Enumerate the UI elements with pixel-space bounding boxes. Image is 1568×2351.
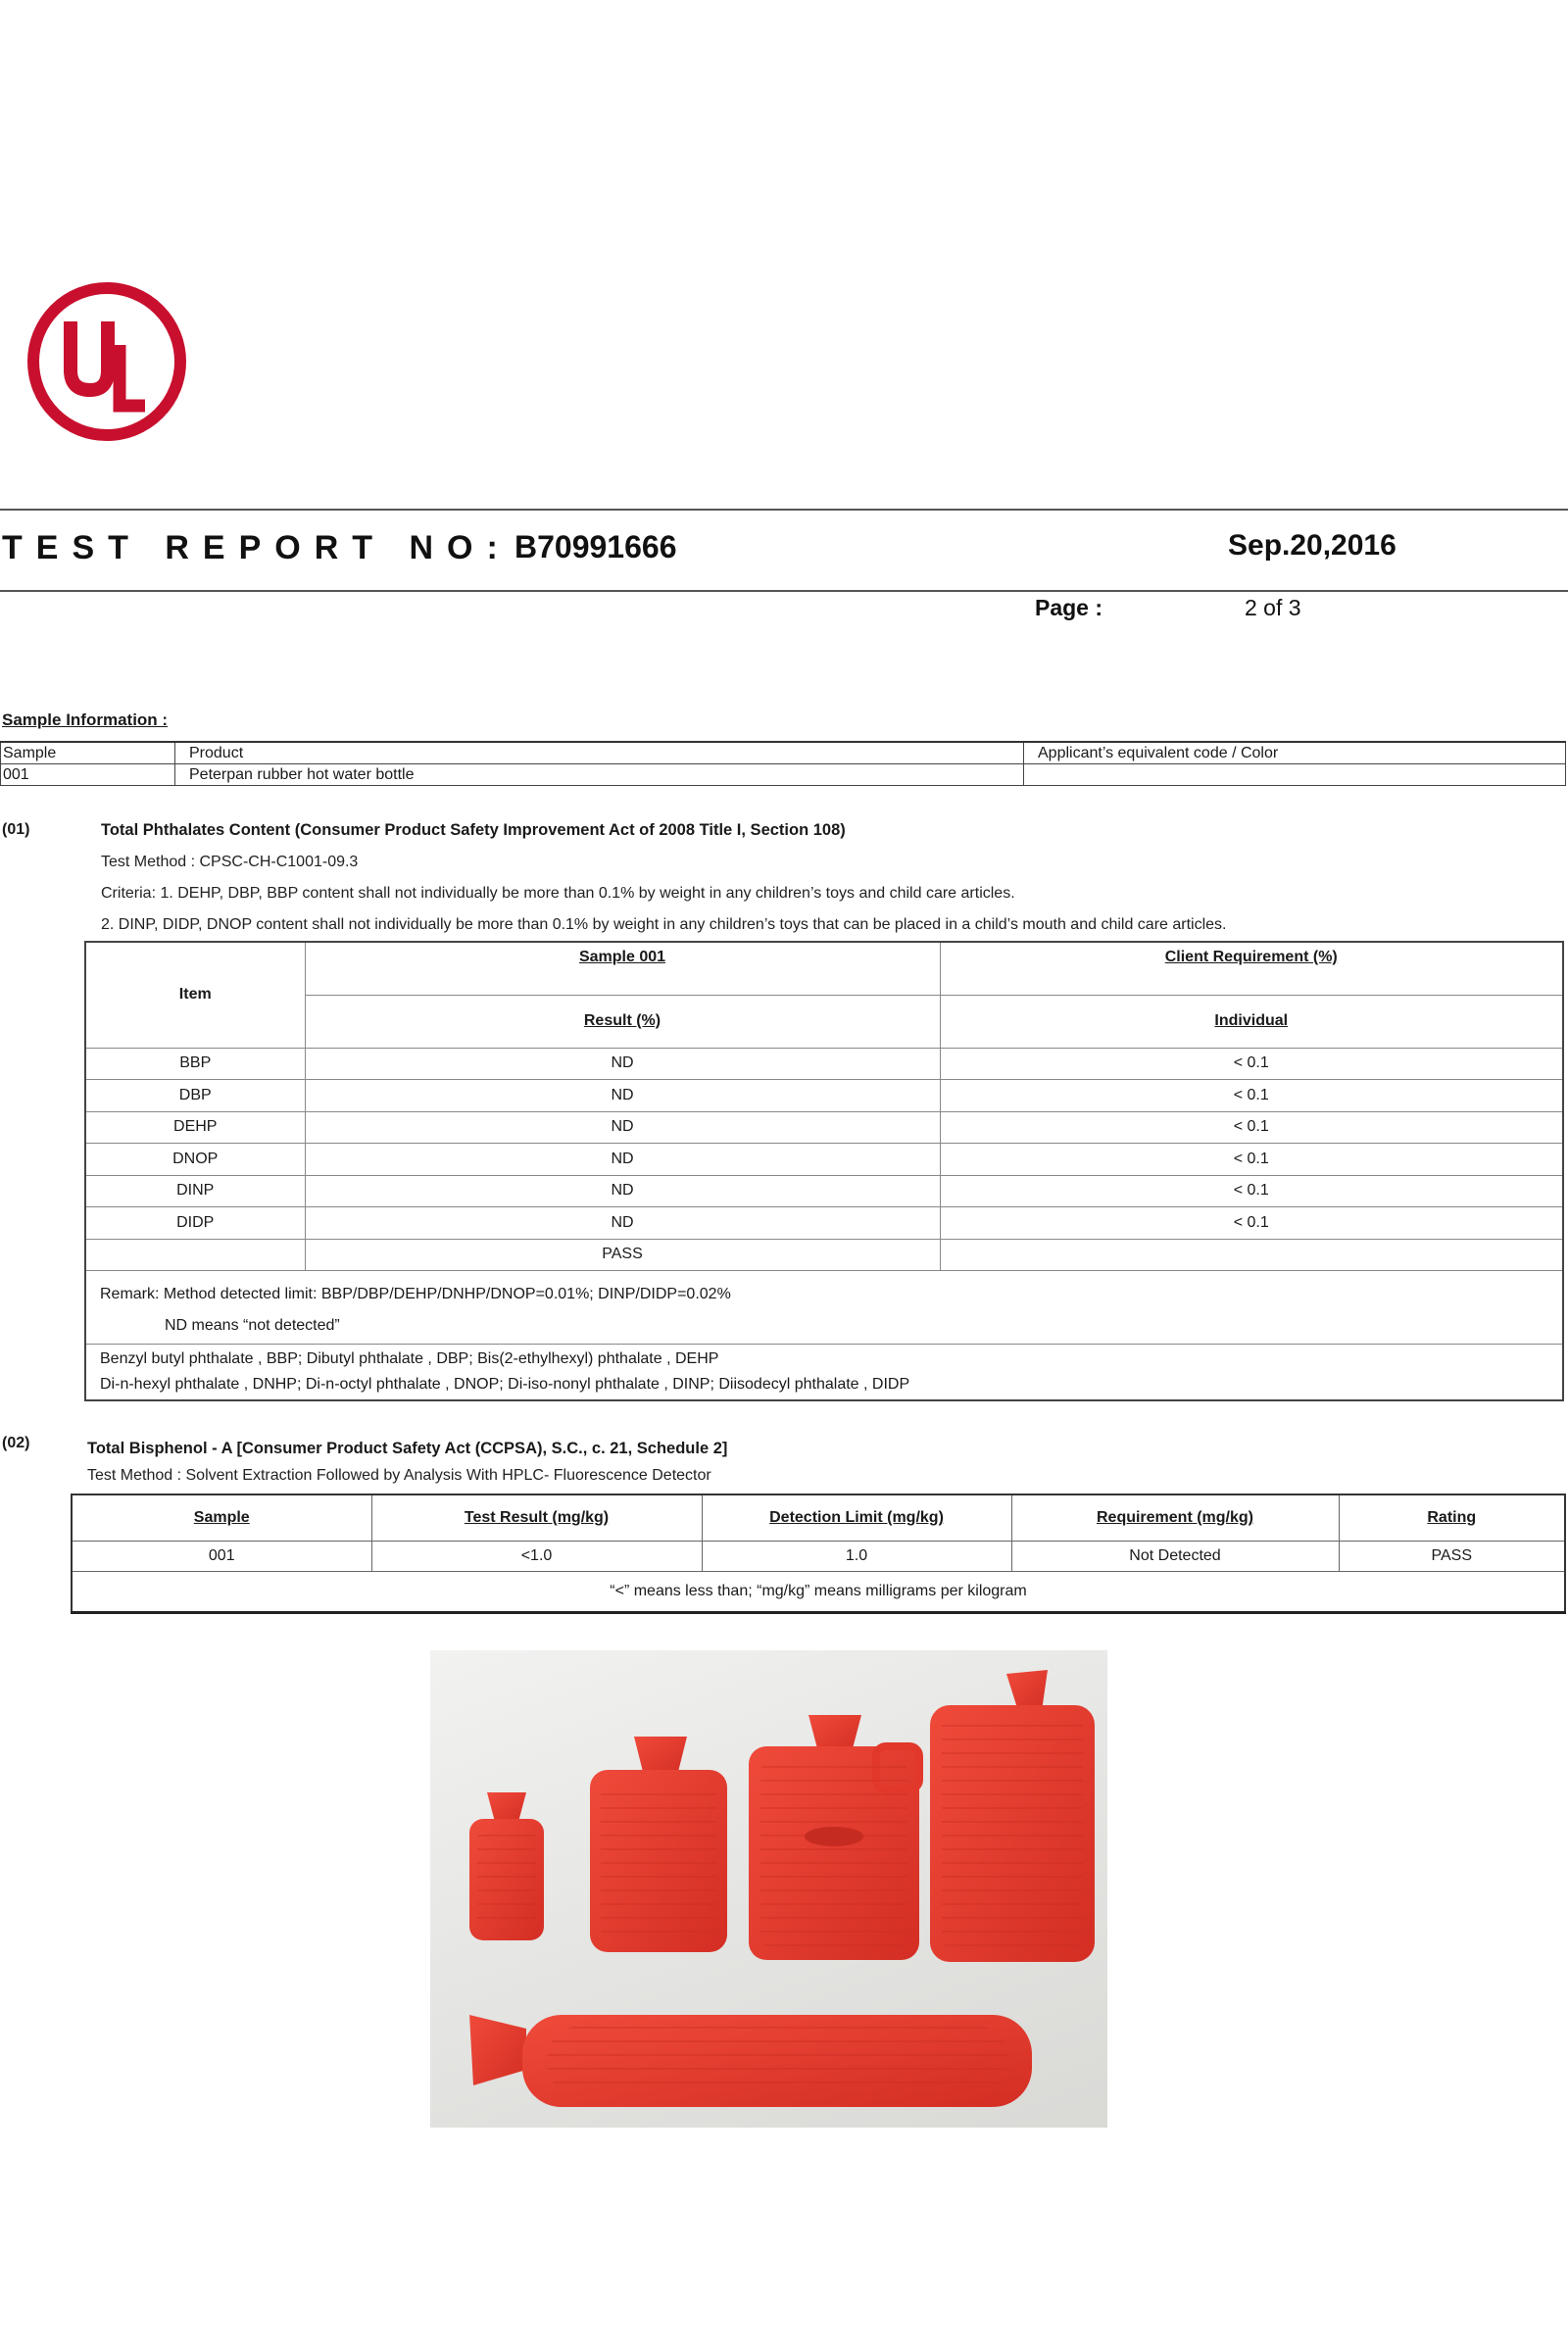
- result-cell: ND: [305, 1111, 940, 1144]
- legend-row: [85, 1345, 1563, 1401]
- bpa-note-cell: “<” means less than; “mg/kg” means milligrams per kilogram: [72, 1572, 1565, 1613]
- verdict-blank-cell: [940, 1239, 1563, 1271]
- bottle-long-icon: [469, 2015, 1032, 2107]
- item-cell: BBP: [85, 1048, 305, 1080]
- ul-logo-icon: [25, 280, 188, 443]
- sample-info-table: [0, 741, 1566, 786]
- remark-line-1: Remark: Method detected limit: BBP/DBP/DEHP/DNHP/DNOP=0.01%; DINP/DIDP=0.02%: [100, 1286, 731, 1302]
- header-bottom-rule: [0, 590, 1568, 592]
- section2-method: Test Method : Solvent Extraction Followed by Analysis With HPLC- Fluorescence Detector: [87, 1467, 711, 1484]
- bpa-limit-header: Detection Limit (mg/kg): [702, 1494, 1011, 1542]
- bpa-rating-cell: PASS: [1339, 1542, 1565, 1572]
- sample-info-row: [1, 764, 1566, 786]
- legend-line-1: Benzyl butyl phthalate , BBP; Dibutyl phthalate , DBP; Bis(2-ethylhexyl) phthalate , DEHP: [100, 1350, 719, 1367]
- bpa-sample-cell: 001: [72, 1542, 371, 1572]
- bpa-sample-header: Sample: [72, 1494, 371, 1542]
- hot-water-bottles-drawing: [430, 1650, 1107, 2128]
- result-header: Result (%): [305, 995, 940, 1048]
- item-col-header: Item: [85, 942, 305, 1048]
- result-cell: ND: [305, 1144, 940, 1176]
- item-cell: DIDP: [85, 1207, 305, 1240]
- item-cell: DINP: [85, 1175, 305, 1207]
- table-row: [85, 1048, 1563, 1080]
- page-label: Page :: [1035, 595, 1103, 620]
- bottle-handle-icon: [749, 1715, 919, 1960]
- remark-row: [85, 1271, 1563, 1345]
- bpa-rating-header: Rating: [1339, 1494, 1565, 1542]
- requirement-cell: < 0.1: [940, 1080, 1563, 1112]
- requirement-cell: < 0.1: [940, 1048, 1563, 1080]
- bisphenol-header-row: [72, 1494, 1565, 1542]
- code-cell: [1024, 764, 1566, 786]
- table-row: [85, 1144, 1563, 1176]
- bisphenol-note-row: [72, 1572, 1565, 1613]
- page-number: 2 of 3: [1245, 595, 1301, 620]
- individual-header: Individual: [940, 995, 1563, 1048]
- verdict-cell: PASS: [305, 1239, 940, 1271]
- result-cell: ND: [305, 1080, 940, 1112]
- bottle-small-icon: [469, 1792, 544, 1940]
- bottle-medium-icon: [590, 1737, 727, 1952]
- item-cell: DNOP: [85, 1144, 305, 1176]
- requirement-cell: < 0.1: [940, 1111, 1563, 1144]
- code-col-header: Applicant’s equivalent code / Color: [1024, 742, 1566, 764]
- remark-line-2: ND means “not detected”: [165, 1317, 340, 1334]
- bottle-large-icon: [930, 1670, 1095, 1962]
- sample-001-header: Sample 001: [305, 942, 940, 995]
- legend-line-2: Di-n-hexyl phthalate , DNHP; Di-n-octyl phthalate , DNOP; Di-iso-nonyl phthalate , DINP; Diisodecyl phthalate , DIDP: [100, 1376, 910, 1393]
- bpa-requirement-cell: Not Detected: [1011, 1542, 1339, 1572]
- sample-info-title: Sample Information :: [2, 710, 169, 729]
- bpa-limit-cell: 1.0: [702, 1542, 1011, 1572]
- phthalates-header-row-1: [85, 942, 1563, 995]
- bisphenol-table: [71, 1494, 1566, 1614]
- sample-col-header: Sample: [1, 742, 175, 764]
- table-row: [85, 1175, 1563, 1207]
- report-label: TEST REPORT NO:: [2, 529, 512, 566]
- requirement-cell: < 0.1: [940, 1175, 1563, 1207]
- report-date: Sep.20,2016: [1228, 529, 1396, 562]
- phthalates-table: [84, 941, 1564, 1401]
- section1-number: (01): [2, 821, 30, 838]
- item-cell: DEHP: [85, 1111, 305, 1144]
- table-row: [85, 1111, 1563, 1144]
- legend-cell: [85, 1345, 1563, 1401]
- result-cell: ND: [305, 1048, 940, 1080]
- bpa-requirement-header: Requirement (mg/kg): [1011, 1494, 1339, 1542]
- sample-info-header-row: [1, 742, 1566, 764]
- requirement-cell: < 0.1: [940, 1207, 1563, 1240]
- phthalates-header-row-2: [85, 995, 1563, 1048]
- header-top-rule: [0, 509, 1568, 511]
- client-requirement-header: Client Requirement (%): [940, 942, 1563, 995]
- bpa-result-header: Test Result (mg/kg): [371, 1494, 702, 1542]
- report-number: B70991666: [514, 529, 677, 564]
- product-cell: Peterpan rubber hot water bottle: [175, 764, 1024, 786]
- verdict-blank-cell: [85, 1239, 305, 1271]
- section1-criteria1: Criteria: 1. DEHP, DBP, BBP content shall not individually be more than 0.1% by weight in any children’s toys and child care articles.: [101, 885, 1015, 902]
- item-cell: DBP: [85, 1080, 305, 1112]
- sample-id-cell: 001: [1, 764, 175, 786]
- section1-criteria2: 2. DINP, DIDP, DNOP content shall not individually be more than 0.1% by weight in any children’s toys that can be placed in a child’s mouth and child care articles.: [101, 916, 1227, 933]
- hot-water-bottles-photo: [430, 1650, 1107, 2128]
- bpa-result-cell: <1.0: [371, 1542, 702, 1572]
- requirement-cell: < 0.1: [940, 1144, 1563, 1176]
- result-cell: ND: [305, 1207, 940, 1240]
- remark-cell: [85, 1271, 1563, 1345]
- table-row: [85, 1207, 1563, 1240]
- section1-title: Total Phthalates Content (Consumer Product Safety Improvement Act of 2008 Title I, Section 108): [101, 821, 846, 839]
- result-cell: ND: [305, 1175, 940, 1207]
- table-row: [72, 1542, 1565, 1572]
- section2-title: Total Bisphenol - A [Consumer Product Safety Act (CCPSA), S.C., c. 21, Schedule 2]: [87, 1440, 728, 1457]
- verdict-row: [85, 1239, 1563, 1271]
- table-row: [85, 1080, 1563, 1112]
- section2-number: (02): [2, 1435, 30, 1451]
- section1-method: Test Method : CPSC-CH-C1001-09.3: [101, 854, 359, 870]
- product-col-header: Product: [175, 742, 1024, 764]
